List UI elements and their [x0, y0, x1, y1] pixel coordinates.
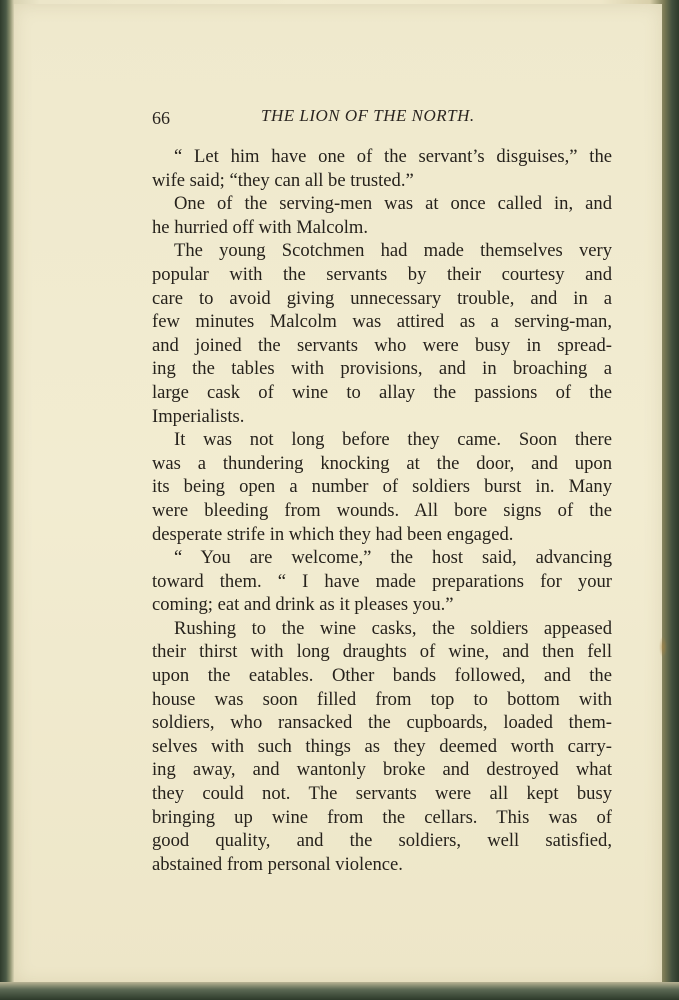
text-line: abstained from personal violence.	[152, 853, 403, 875]
book-page	[14, 4, 662, 984]
paragraph	[152, 546, 612, 617]
text-line: upon the eatables. Other bands followed, and the	[152, 665, 612, 687]
text-line: ing the tables with provisions, and in broaching a	[152, 358, 612, 380]
paragraph	[152, 428, 612, 546]
body-text	[152, 145, 612, 876]
text-line: coming; eat and drink as it pleases you.”	[152, 594, 454, 616]
text-line: toward them. “ I have made preparations for your	[152, 570, 612, 592]
paragraph	[152, 192, 612, 239]
text-line: ing away, and wantonly broke and destroyed what	[152, 759, 612, 781]
text-line: selves with such things as they deemed worth carry-	[152, 735, 612, 757]
paragraph	[152, 145, 612, 192]
text-line: The young Scotchmen had made themselves very	[174, 240, 612, 262]
text-line: good quality, and the soldiers, well satisfied,	[152, 830, 612, 852]
text-line: “ You are welcome,” the host said, advancing	[174, 547, 612, 569]
text-line: “ Let him have one of the servant’s disguises,” the	[174, 146, 612, 167]
text-line: One of the serving-men was at once called in, and	[174, 193, 612, 215]
text-line: their thirst with long draughts of wine, and then fell	[152, 641, 612, 663]
text-line: house was soon filled from top to bottom with	[152, 688, 612, 710]
text-line: desperate strife in which they had been engaged.	[152, 523, 514, 545]
text-line: few minutes Malcolm was attired as a serving-man,	[152, 311, 612, 333]
page-number: 66	[152, 108, 170, 128]
text-line: were bleeding from wounds. All bore signs of the	[152, 499, 612, 521]
page-header	[137, 102, 537, 126]
paragraph	[152, 239, 612, 428]
text-line: wife said; “they can all be trusted.”	[152, 169, 414, 191]
text-line: It was not long before they came. Soon there	[174, 429, 612, 451]
text-line: popular with the servants by their courtesy and	[152, 263, 612, 285]
text-line: its being open a number of soldiers burst in. Many	[152, 476, 612, 498]
running-title: THE LION OF THE NORTH.	[261, 106, 475, 125]
text-line: soldiers, who ransacked the cupboards, loaded them-	[152, 712, 612, 734]
book-bottom-edge	[0, 982, 679, 1000]
text-line: Rushing to the wine casks, the soldiers appeased	[174, 617, 612, 639]
text-line: large cask of wine to allay the passions of the	[152, 381, 612, 403]
paragraph	[152, 617, 612, 877]
ink-smudge	[659, 636, 667, 658]
text-line: Imperialists.	[152, 405, 245, 427]
text-line: bringing up wine from the cellars. This was of	[152, 806, 612, 828]
text-line: care to avoid giving unnecessary trouble, and in a	[152, 287, 612, 309]
text-line: and joined the servants who were busy in spread-	[152, 334, 612, 356]
text-line: they could not. The servants were all kept busy	[152, 783, 612, 805]
text-line: he hurried off with Malcolm.	[152, 216, 369, 238]
text-line: was a thundering knocking at the door, and upon	[152, 452, 612, 474]
